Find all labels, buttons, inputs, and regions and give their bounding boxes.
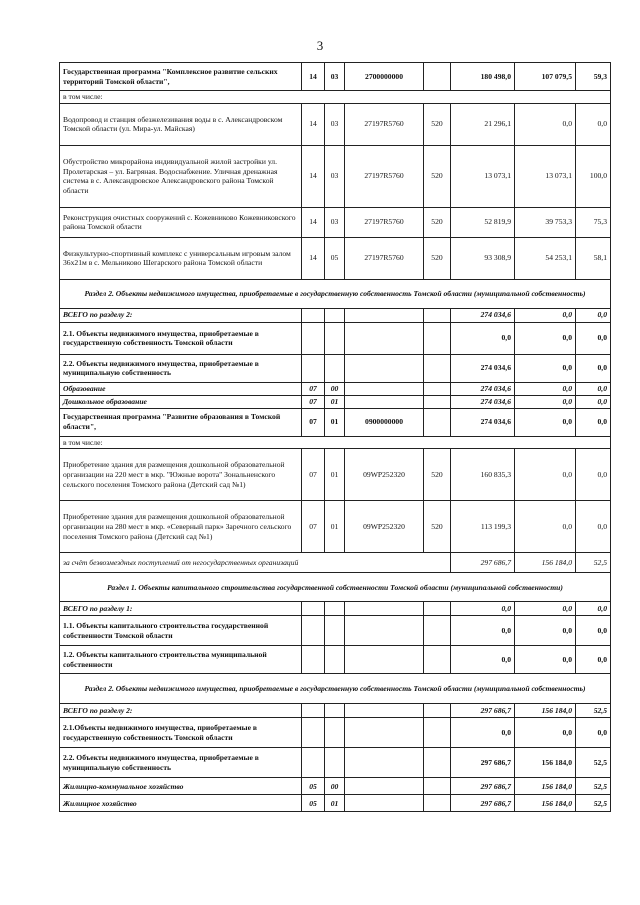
table-row	[60, 718, 611, 748]
plan-cell: 274 034,6	[451, 382, 515, 395]
fact-cell: 156 184,0	[515, 795, 576, 812]
subsection-code-cell	[325, 748, 345, 778]
percent-cell: 52,5	[576, 778, 611, 795]
section-header-cell: Раздел 1. Объекты капитального строительства государственной собственности Томской области (муниципальной собственности)	[60, 573, 611, 602]
fact-cell: 0,0	[515, 646, 576, 674]
section-code-cell	[302, 718, 325, 748]
target-item-code-cell	[345, 646, 424, 674]
section-code-cell	[302, 308, 325, 322]
section-code-cell	[302, 602, 325, 616]
subsection-code-cell: 00	[325, 382, 345, 395]
expense-type-code-cell: 520	[424, 237, 451, 279]
percent-cell: 0,0	[576, 616, 611, 646]
fact-cell: 0,0	[515, 322, 576, 354]
item-name-cell: 1.2. Объекты капитального строительства муниципальной собственности	[60, 646, 302, 674]
section-code-cell	[302, 322, 325, 354]
plan-cell: 0,0	[451, 616, 515, 646]
section-code-cell: 14	[302, 145, 325, 207]
expense-type-code-cell	[424, 322, 451, 354]
table-row	[60, 279, 611, 308]
table-row	[60, 237, 611, 279]
fact-cell: 156 184,0	[515, 704, 576, 718]
item-name-cell: Приобретение здания для размещения дошкольной образовательной организации на 220 мест в мкр. "Южные ворота" Зональненского сельского поселения Томского района (Детский сад №1)	[60, 449, 302, 501]
fact-cell: 0,0	[515, 395, 576, 408]
fact-cell: 0,0	[515, 501, 576, 553]
plan-cell: 93 308,9	[451, 237, 515, 279]
percent-cell: 52,5	[576, 553, 611, 573]
expense-type-code-cell	[424, 308, 451, 322]
section-code-cell	[302, 748, 325, 778]
expense-type-code-cell: 520	[424, 145, 451, 207]
section-code-cell: 14	[302, 237, 325, 279]
plan-cell: 274 034,6	[451, 408, 515, 436]
target-item-code-cell	[345, 704, 424, 718]
item-name-cell: Приобретение здания для размещения дошкольной образовательной организации на 280 мест в мкр. «Северный парк» Заречного сельского поселения Томского района (Детский сад №1)	[60, 501, 302, 553]
target-item-code-cell	[345, 616, 424, 646]
plan-cell: 297 686,7	[451, 795, 515, 812]
item-name-cell: 1.1. Объекты капитального строительства государственной собственности Томской области	[60, 616, 302, 646]
target-item-code-cell	[345, 382, 424, 395]
table-row	[60, 354, 611, 382]
item-name-cell: Дошкольное образование	[60, 395, 302, 408]
table-row	[60, 436, 611, 449]
percent-cell: 0,0	[576, 718, 611, 748]
percent-cell: 59,3	[576, 63, 611, 91]
table-row	[60, 382, 611, 395]
section-code-cell: 14	[302, 63, 325, 91]
expense-type-code-cell	[424, 408, 451, 436]
target-item-code-cell: 09WP252320	[345, 449, 424, 501]
subsection-code-cell: 01	[325, 395, 345, 408]
plan-cell: 0,0	[451, 646, 515, 674]
item-name-cell: 2.1. Объекты недвижимого имущества, приобретаемые в государственную собственность Томской области	[60, 322, 302, 354]
expense-type-code-cell	[424, 395, 451, 408]
expense-type-code-cell: 520	[424, 501, 451, 553]
section-code-cell	[302, 704, 325, 718]
target-item-code-cell	[345, 602, 424, 616]
subsection-code-cell: 01	[325, 449, 345, 501]
subsection-code-cell	[325, 646, 345, 674]
subsection-code-cell	[325, 308, 345, 322]
expense-type-code-cell	[424, 602, 451, 616]
target-item-code-cell	[345, 354, 424, 382]
plan-cell: 180 498,0	[451, 63, 515, 91]
subtitle-cell: в том числе:	[60, 436, 611, 449]
plan-cell: 297 686,7	[451, 553, 515, 573]
target-item-code-cell	[345, 795, 424, 812]
percent-cell: 52,5	[576, 795, 611, 812]
percent-cell: 0,0	[576, 501, 611, 553]
plan-cell: 21 296,1	[451, 103, 515, 145]
item-name-cell: Водопровод и станция обезжелезивания воды в с. Александровском Томской области (ул. Мира-ул. Майская)	[60, 103, 302, 145]
section-code-cell: 07	[302, 449, 325, 501]
plan-cell: 274 034,6	[451, 308, 515, 322]
item-name-cell: Образование	[60, 382, 302, 395]
expense-type-code-cell	[424, 718, 451, 748]
target-item-code-cell: 27197R5760	[345, 103, 424, 145]
fact-cell: 0,0	[515, 408, 576, 436]
table-row	[60, 449, 611, 501]
target-item-code-cell	[345, 718, 424, 748]
percent-cell: 0,0	[576, 449, 611, 501]
item-name-cell: 2.1.Объекты недвижимого имущества, приобретаемые в государственную собственность Томской области	[60, 718, 302, 748]
section-code-cell: 07	[302, 408, 325, 436]
subsection-code-cell	[325, 704, 345, 718]
section-code-cell	[302, 646, 325, 674]
expense-type-code-cell: 520	[424, 103, 451, 145]
subsection-code-cell	[325, 616, 345, 646]
plan-cell: 0,0	[451, 602, 515, 616]
plan-cell: 113 199,3	[451, 501, 515, 553]
subsection-code-cell: 00	[325, 778, 345, 795]
table-row	[60, 674, 611, 704]
item-name-cell: Обустройство микрорайона индивидуальной жилой застройки ул. Пролетарская – ул. Багряная. Водоснабжение. Уличная дренажная система в с. Александровское Александровского района Томской области	[60, 145, 302, 207]
percent-cell: 52,5	[576, 748, 611, 778]
fact-cell: 0,0	[515, 718, 576, 748]
target-item-code-cell: 2700000000	[345, 63, 424, 91]
section-code-cell: 07	[302, 395, 325, 408]
percent-cell: 0,0	[576, 322, 611, 354]
target-item-code-cell	[345, 308, 424, 322]
subsection-code-cell	[325, 602, 345, 616]
subsection-code-cell: 01	[325, 501, 345, 553]
subsection-code-cell	[325, 322, 345, 354]
expense-type-code-cell	[424, 63, 451, 91]
expense-type-code-cell	[424, 616, 451, 646]
item-name-cell: Государственная программа "Комплексное развитие сельских территорий Томской области",	[60, 63, 302, 91]
expense-type-code-cell	[424, 354, 451, 382]
item-name-cell: 2.2. Объекты недвижимого имущества, приобретаемые в муниципальную собственность	[60, 748, 302, 778]
item-name-cell: ВСЕГО по разделу 2:	[60, 704, 302, 718]
percent-cell: 0,0	[576, 382, 611, 395]
section-code-cell: 14	[302, 207, 325, 237]
section-code-cell	[302, 616, 325, 646]
section-header-cell: Раздел 2. Объекты недвижимого имущества, приобретаемые в государственную собственность Томской области (муниципальной собственность)	[60, 279, 611, 308]
table-row	[60, 145, 611, 207]
plan-cell: 0,0	[451, 322, 515, 354]
fact-cell: 0,0	[515, 354, 576, 382]
fact-cell: 0,0	[515, 103, 576, 145]
expense-type-code-cell	[424, 795, 451, 812]
percent-cell: 100,0	[576, 145, 611, 207]
expense-type-code-cell	[424, 748, 451, 778]
subsection-code-cell	[325, 354, 345, 382]
fact-cell: 0,0	[515, 382, 576, 395]
target-item-code-cell: 27197R5760	[345, 145, 424, 207]
item-name-cell: Жилищное хозяйство	[60, 795, 302, 812]
item-name-cell: ВСЕГО по разделу 1:	[60, 602, 302, 616]
target-item-code-cell: 27197R5760	[345, 237, 424, 279]
target-item-code-cell: 09WP252320	[345, 501, 424, 553]
fact-cell: 107 079,5	[515, 63, 576, 91]
expense-type-code-cell	[424, 382, 451, 395]
fact-cell: 54 253,1	[515, 237, 576, 279]
expense-type-code-cell	[424, 646, 451, 674]
section-code-cell: 14	[302, 103, 325, 145]
table-row	[60, 103, 611, 145]
table-row	[60, 602, 611, 616]
target-item-code-cell: 0900000000	[345, 408, 424, 436]
table-row	[60, 553, 611, 573]
table-row	[60, 616, 611, 646]
table-row	[60, 91, 611, 104]
table-row	[60, 207, 611, 237]
item-name-cell: Государственная программа "Развитие образования в Томской области",	[60, 408, 302, 436]
section-code-cell: 07	[302, 382, 325, 395]
table-row	[60, 704, 611, 718]
expense-type-code-cell: 520	[424, 449, 451, 501]
table-row	[60, 748, 611, 778]
section-code-cell: 05	[302, 795, 325, 812]
table-row	[60, 501, 611, 553]
subsection-code-cell	[325, 718, 345, 748]
table-row	[60, 395, 611, 408]
plan-cell: 274 034,6	[451, 354, 515, 382]
item-name-cell: ВСЕГО по разделу 2:	[60, 308, 302, 322]
table-row	[60, 778, 611, 795]
percent-cell: 58,1	[576, 237, 611, 279]
target-item-code-cell	[345, 322, 424, 354]
expense-type-code-cell	[424, 704, 451, 718]
fact-cell: 156 184,0	[515, 748, 576, 778]
percent-cell: 75,3	[576, 207, 611, 237]
subsection-code-cell: 03	[325, 145, 345, 207]
table-row	[60, 573, 611, 602]
subsection-code-cell: 03	[325, 103, 345, 145]
section-code-cell	[302, 354, 325, 382]
target-item-code-cell	[345, 778, 424, 795]
section-header-cell: Раздел 2. Объекты недвижимого имущества, приобретаемые в государственную собственность Томской области (муниципальной собственность)	[60, 674, 611, 704]
percent-cell: 0,0	[576, 395, 611, 408]
fact-cell: 13 073,1	[515, 145, 576, 207]
fact-cell: 0,0	[515, 449, 576, 501]
item-name-cell: Жилищно-коммунальное хозяйство	[60, 778, 302, 795]
plan-cell: 160 835,3	[451, 449, 515, 501]
plan-cell: 13 073,1	[451, 145, 515, 207]
table-row	[60, 408, 611, 436]
percent-cell: 0,0	[576, 103, 611, 145]
subsection-code-cell: 01	[325, 795, 345, 812]
funding-source-cell: за счёт безвозмездных поступлений от негосударственных организаций	[60, 553, 451, 573]
item-name-cell: Физкультурно-спортивный комплекс с универсальным игровым залом 36х21м в с. Мельниково Шегарского района Томской области	[60, 237, 302, 279]
fact-cell: 156 184,0	[515, 553, 576, 573]
percent-cell: 0,0	[576, 646, 611, 674]
subtitle-cell: в том числе:	[60, 91, 611, 104]
expense-type-code-cell	[424, 778, 451, 795]
percent-cell: 0,0	[576, 408, 611, 436]
fact-cell: 156 184,0	[515, 778, 576, 795]
table-row	[60, 795, 611, 812]
table-row	[60, 63, 611, 91]
table-row	[60, 322, 611, 354]
item-name-cell: 2.2. Объекты недвижимого имущества, приобретаемые в муниципальную собственность	[60, 354, 302, 382]
plan-cell: 52 819,9	[451, 207, 515, 237]
section-code-cell: 05	[302, 778, 325, 795]
plan-cell: 274 034,6	[451, 395, 515, 408]
plan-cell: 297 686,7	[451, 748, 515, 778]
percent-cell: 0,0	[576, 308, 611, 322]
fact-cell: 0,0	[515, 308, 576, 322]
plan-cell: 297 686,7	[451, 704, 515, 718]
section-code-cell: 07	[302, 501, 325, 553]
budget-table	[59, 62, 611, 812]
percent-cell: 0,0	[576, 602, 611, 616]
subsection-code-cell: 05	[325, 237, 345, 279]
plan-cell: 0,0	[451, 718, 515, 748]
table-row	[60, 308, 611, 322]
subsection-code-cell: 03	[325, 207, 345, 237]
fact-cell: 39 753,3	[515, 207, 576, 237]
fact-cell: 0,0	[515, 616, 576, 646]
subsection-code-cell: 01	[325, 408, 345, 436]
target-item-code-cell	[345, 395, 424, 408]
subsection-code-cell: 03	[325, 63, 345, 91]
item-name-cell: Реконструкция очистных сооружений с. Кожевниково Кожевниковского района Томской области	[60, 207, 302, 237]
page-number: 3	[316, 38, 324, 53]
target-item-code-cell	[345, 748, 424, 778]
plan-cell: 297 686,7	[451, 778, 515, 795]
percent-cell: 0,0	[576, 354, 611, 382]
target-item-code-cell: 27197R5760	[345, 207, 424, 237]
fact-cell: 0,0	[515, 602, 576, 616]
expense-type-code-cell: 520	[424, 207, 451, 237]
table-row	[60, 646, 611, 674]
percent-cell: 52,5	[576, 704, 611, 718]
